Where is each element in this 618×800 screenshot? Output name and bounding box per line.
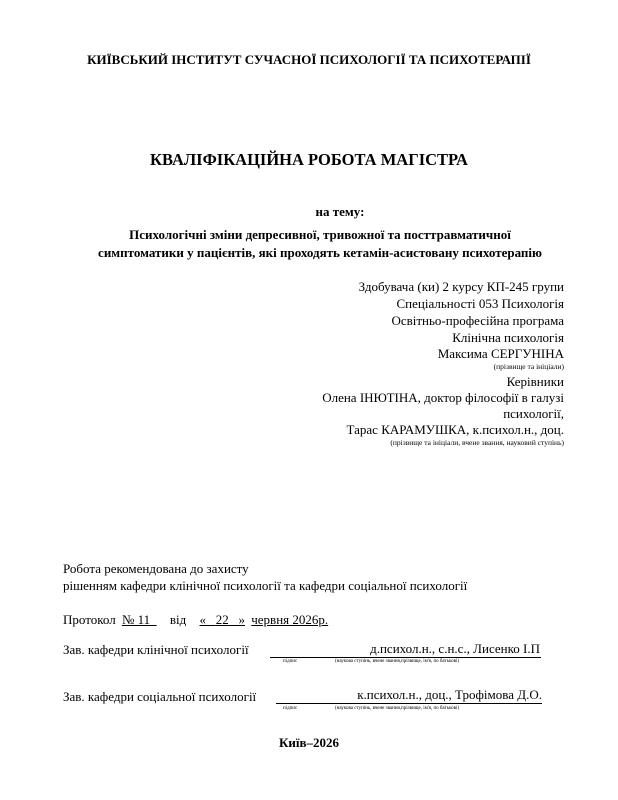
clinical-signature-line: [270, 657, 541, 658]
protocol-date: « 22 »: [199, 612, 245, 627]
topic-line-1: Психологічні зміни депресивної, тривожної та посттравматичної: [129, 227, 511, 242]
specialty-line: Спеціальності 053 Психологія: [396, 296, 564, 311]
student-course-line: Здобувача (ки) 2 курсу КП-245 групи: [358, 279, 564, 294]
social-head-label: Зав. кафедри соціальної психології: [63, 689, 257, 704]
social-head-value: к.психол.н., доц., Трофімова Д.О.: [357, 687, 542, 702]
social-sign-caption: підпис: [283, 706, 298, 711]
document-title: КВАЛІФІКАЦІЙНА РОБОТА МАГІСТРА: [150, 150, 468, 169]
student-name: Максима СЕРГУНІНА: [437, 346, 564, 361]
recommendation-line-1: Робота рекомендована до захисту: [63, 561, 249, 576]
supervisor-2: Тарас КАРАМУШКА, к.психол.н., доц.: [346, 422, 564, 437]
supervisor-1-line-1: Олена ІНЮТІНА, доктор філософії в галузі: [322, 390, 564, 405]
city-year: Київ–2026: [278, 735, 340, 750]
clinical-head-value: д.психол.н., с.н.с., Лисенко І.П: [370, 641, 540, 656]
protocol-month-year: червня 2026р.: [251, 612, 329, 627]
student-name-caption: (прізвище та ініціали): [493, 362, 564, 371]
on-topic-label: на тему:: [315, 204, 365, 219]
protocol-from-label: від: [169, 612, 187, 627]
protocol-number: № 11: [121, 612, 151, 627]
clinical-sign-caption: підпис: [283, 659, 298, 664]
social-signature-line: [276, 703, 542, 704]
clinical-degree-caption: (наукова ступінь, вчене звання,прізвище, ім'я, по батькові): [335, 659, 460, 664]
topic-line-2: симптоматики у пацієнтів, які проходять кетамін-асистовану психотерапію: [98, 245, 542, 260]
program-name-line: Клінічна психологія: [452, 330, 564, 345]
recommendation-line-2: рішенням кафедри клінічної психології та кафедри соціальної психології: [63, 578, 468, 593]
program-line: Освітньо-професійна програма: [391, 313, 564, 328]
institute-name: КИЇВСЬКИЙ ІНСТИТУТ СУЧАСНОЇ ПСИХОЛОГІЇ ТА ПСИХОТЕРАПІЇ: [87, 52, 531, 67]
social-degree-caption: (наукова ступінь, вчене звання,прізвище, ім'я, по батькові): [335, 706, 460, 711]
supervisors-label: Керівники: [506, 374, 564, 389]
protocol-label: Протокол: [63, 612, 116, 627]
supervisor-caption: (прізвище та ініціали, вчене звання, науковий ступінь): [390, 438, 564, 447]
protocol-day: 22: [215, 612, 229, 627]
protocol-line: [63, 612, 328, 628]
supervisor-1-line-2: психології,: [503, 406, 564, 421]
clinical-head-label: Зав. кафедри клінічної психології: [63, 642, 249, 657]
